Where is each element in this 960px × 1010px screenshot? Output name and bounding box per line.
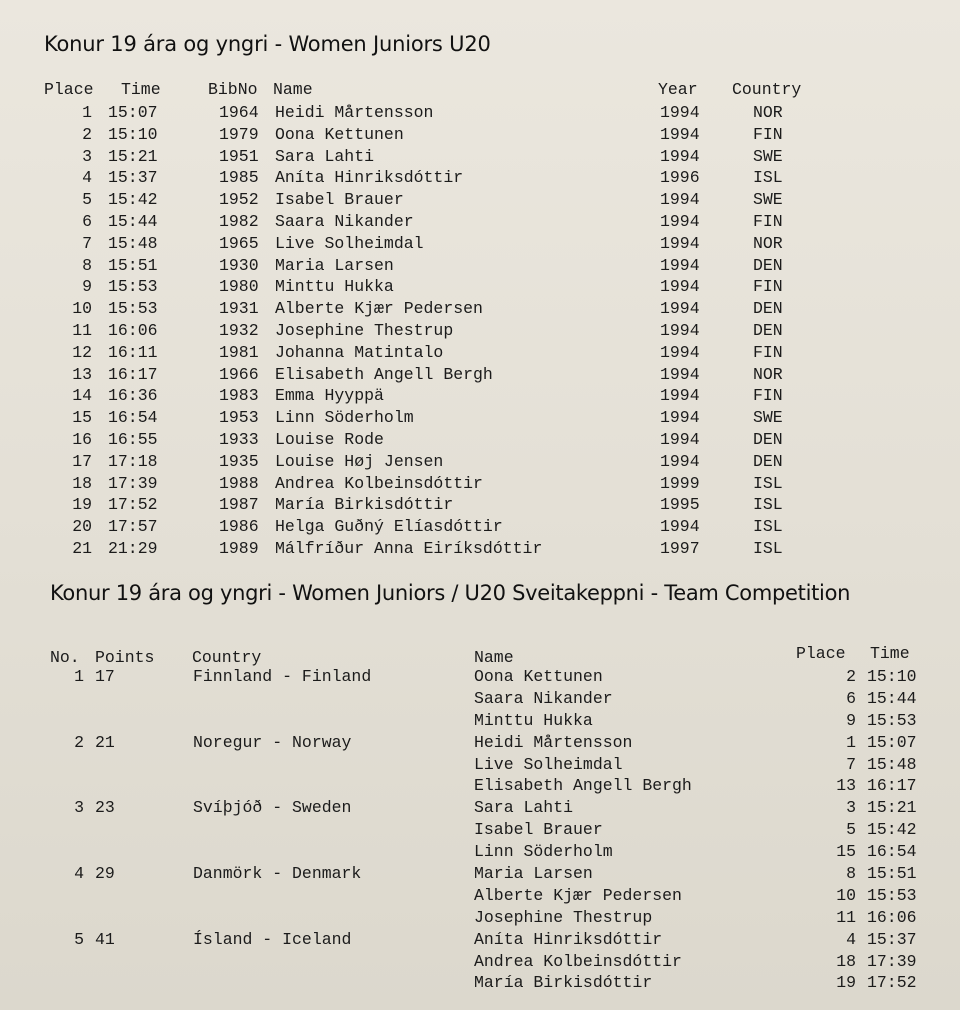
team-member-row	[0, 930, 960, 952]
table-row	[0, 125, 960, 147]
country-cell: FIN	[753, 124, 783, 144]
member-place-cell: 3	[846, 798, 856, 818]
team-country-cell: Noregur - Norway	[193, 732, 352, 752]
table-row	[0, 147, 960, 169]
member-place-cell: 10	[836, 885, 856, 905]
member-place-cell: 4	[846, 929, 856, 949]
header-team-name: Name	[474, 648, 514, 667]
team-results-title: Konur 19 ára og yngri - Women Juniors / U20 Sveitakeppni - Team Competition	[50, 581, 851, 605]
name-cell: Johanna Matintalo	[275, 342, 444, 362]
table-row	[0, 474, 960, 496]
time-cell: 17:57	[108, 517, 158, 537]
bib-cell: 1982	[219, 211, 259, 231]
member-name-cell: Aníta Hinriksdóttir	[474, 929, 663, 949]
bib-cell: 1931	[219, 299, 259, 319]
bib-cell: 1932	[219, 320, 259, 340]
name-cell: Andrea Kolbeinsdóttir	[275, 473, 483, 493]
time-cell: 16:06	[108, 320, 158, 340]
member-name-cell: Saara Nikander	[474, 688, 613, 708]
place-cell: 18	[72, 473, 92, 493]
member-name-cell: Andrea Kolbeinsdóttir	[474, 951, 682, 971]
team-block	[0, 930, 960, 996]
member-place-cell: 7	[846, 754, 856, 774]
name-cell: Minttu Hukka	[275, 277, 394, 297]
country-cell: NOR	[753, 233, 783, 253]
bib-cell: 1979	[219, 124, 259, 144]
table-row	[0, 190, 960, 212]
member-name-cell: María Birkisdóttir	[474, 973, 653, 993]
place-cell: 5	[82, 190, 92, 210]
year-cell: 1995	[660, 495, 700, 515]
member-name-cell: Elisabeth Angell Bergh	[474, 776, 692, 796]
country-cell: DEN	[753, 451, 783, 471]
header-team-time: Time	[870, 644, 910, 663]
place-cell: 16	[72, 429, 92, 449]
header-country: Country	[732, 80, 802, 99]
member-name-cell: Sara Lahti	[474, 798, 574, 818]
country-cell: ISL	[753, 538, 783, 558]
bib-cell: 1952	[219, 190, 259, 210]
year-cell: 1994	[660, 299, 700, 319]
year-cell: 1996	[660, 168, 700, 188]
team-member-row	[0, 952, 960, 974]
member-name-cell: Heidi Mårtensson	[474, 732, 633, 752]
member-name-cell: Live Solheimdal	[474, 754, 623, 774]
country-cell: DEN	[753, 255, 783, 275]
place-cell: 12	[72, 342, 92, 362]
team-block	[0, 733, 960, 799]
year-cell: 1994	[660, 429, 700, 449]
member-time-cell: 15:42	[867, 820, 917, 840]
time-cell: 15:44	[108, 211, 158, 231]
member-name-cell: Josephine Thestrup	[474, 907, 653, 927]
member-name-cell: Isabel Brauer	[474, 820, 603, 840]
time-cell: 15:10	[108, 124, 158, 144]
member-time-cell: 15:44	[867, 688, 917, 708]
name-cell: Málfríður Anna Eiríksdóttir	[275, 538, 543, 558]
country-cell: DEN	[753, 429, 783, 449]
table-row	[0, 495, 960, 517]
time-cell: 17:18	[108, 451, 158, 471]
place-cell: 13	[72, 364, 92, 384]
table-row	[0, 386, 960, 408]
place-cell: 6	[82, 211, 92, 231]
member-place-cell: 8	[846, 864, 856, 884]
bib-cell: 1930	[219, 255, 259, 275]
year-cell: 1997	[660, 538, 700, 558]
year-cell: 1994	[660, 408, 700, 428]
name-cell: Louise Rode	[275, 429, 384, 449]
bib-cell: 1966	[219, 364, 259, 384]
bib-cell: 1987	[219, 495, 259, 515]
header-no: No.	[50, 648, 80, 667]
individual-results-title: Konur 19 ára og yngri - Women Juniors U20	[44, 32, 491, 56]
team-country-cell: Ísland - Iceland	[193, 929, 352, 949]
team-country-cell: Svíþjóð - Sweden	[193, 798, 352, 818]
country-cell: FIN	[753, 342, 783, 362]
place-cell: 21	[72, 538, 92, 558]
member-place-cell: 19	[836, 973, 856, 993]
time-cell: 15:21	[108, 146, 158, 166]
team-number-cell: 4	[74, 864, 84, 884]
place-cell: 11	[72, 320, 92, 340]
header-team-country: Country	[192, 648, 262, 667]
team-member-row	[0, 973, 960, 995]
place-cell: 8	[82, 255, 92, 275]
team-block	[0, 798, 960, 864]
country-cell: SWE	[753, 146, 783, 166]
country-cell: NOR	[753, 364, 783, 384]
place-cell: 3	[82, 146, 92, 166]
country-cell: SWE	[753, 408, 783, 428]
year-cell: 1994	[660, 103, 700, 122]
header-points: Points	[95, 648, 155, 667]
member-place-cell: 15	[836, 842, 856, 862]
team-member-row	[0, 733, 960, 755]
individual-table-header	[0, 80, 960, 102]
member-place-cell: 6	[846, 688, 856, 708]
table-row	[0, 321, 960, 343]
year-cell: 1994	[660, 146, 700, 166]
time-cell: 16:11	[108, 342, 158, 362]
time-cell: 16:36	[108, 386, 158, 406]
bib-cell: 1986	[219, 517, 259, 537]
team-member-row	[0, 776, 960, 798]
name-cell: Elisabeth Angell Bergh	[275, 364, 493, 384]
time-cell: 15:07	[108, 103, 158, 122]
table-row	[0, 299, 960, 321]
individual-results-table	[0, 103, 960, 561]
member-name-cell: Linn Söderholm	[474, 842, 613, 862]
member-place-cell: 11	[836, 907, 856, 927]
time-cell: 17:52	[108, 495, 158, 515]
place-cell: 19	[72, 495, 92, 515]
time-cell: 16:54	[108, 408, 158, 428]
member-place-cell: 1	[846, 732, 856, 752]
year-cell: 1994	[660, 517, 700, 537]
member-place-cell: 18	[836, 951, 856, 971]
country-cell: ISL	[753, 168, 783, 188]
table-row	[0, 517, 960, 539]
bib-cell: 1965	[219, 233, 259, 253]
name-cell: Heidi Mårtensson	[275, 103, 434, 122]
member-time-cell: 15:07	[867, 732, 917, 752]
table-row	[0, 277, 960, 299]
bib-cell: 1983	[219, 386, 259, 406]
member-time-cell: 15:48	[867, 754, 917, 774]
year-cell: 1994	[660, 277, 700, 297]
name-cell: Saara Nikander	[275, 211, 414, 231]
team-block	[0, 864, 960, 930]
year-cell: 1994	[660, 386, 700, 406]
country-cell: DEN	[753, 299, 783, 319]
name-cell: Linn Söderholm	[275, 408, 414, 428]
member-name-cell: Oona Kettunen	[474, 667, 603, 686]
team-member-row	[0, 689, 960, 711]
year-cell: 1994	[660, 342, 700, 362]
name-cell: Maria Larsen	[275, 255, 394, 275]
team-member-row	[0, 711, 960, 733]
name-cell: Josephine Thestrup	[275, 320, 454, 340]
country-cell: FIN	[753, 277, 783, 297]
team-member-row	[0, 886, 960, 908]
table-row	[0, 430, 960, 452]
name-cell: Live Solheimdal	[275, 233, 424, 253]
name-cell: Aníta Hinriksdóttir	[275, 168, 464, 188]
time-cell: 15:42	[108, 190, 158, 210]
table-row	[0, 212, 960, 234]
bib-cell: 1951	[219, 146, 259, 166]
year-cell: 1994	[660, 211, 700, 231]
time-cell: 15:53	[108, 277, 158, 297]
year-cell: 1994	[660, 320, 700, 340]
bib-cell: 1964	[219, 103, 259, 122]
place-cell: 7	[82, 233, 92, 253]
team-number-cell: 1	[74, 667, 84, 686]
header-time: Time	[121, 80, 161, 99]
team-country-cell: Danmörk - Denmark	[193, 864, 362, 884]
name-cell: Emma Hyyppä	[275, 386, 384, 406]
year-cell: 1994	[660, 190, 700, 210]
team-number-cell: 5	[74, 929, 84, 949]
time-cell: 15:53	[108, 299, 158, 319]
name-cell: María Birkisdóttir	[275, 495, 454, 515]
team-points-cell: 21	[95, 732, 115, 752]
year-cell: 1999	[660, 473, 700, 493]
team-member-row	[0, 842, 960, 864]
team-block	[0, 667, 960, 733]
year-cell: 1994	[660, 364, 700, 384]
member-time-cell: 15:53	[867, 710, 917, 730]
country-cell: FIN	[753, 211, 783, 231]
member-name-cell: Alberte Kjær Pedersen	[474, 885, 682, 905]
member-time-cell: 16:17	[867, 776, 917, 796]
table-row	[0, 539, 960, 561]
country-cell: DEN	[753, 320, 783, 340]
header-year: Year	[658, 80, 698, 99]
country-cell: ISL	[753, 495, 783, 515]
name-cell: Isabel Brauer	[275, 190, 404, 210]
table-row	[0, 365, 960, 387]
name-cell: Oona Kettunen	[275, 124, 404, 144]
bib-cell: 1980	[219, 277, 259, 297]
team-member-row	[0, 908, 960, 930]
team-results-table	[0, 667, 960, 995]
table-row	[0, 408, 960, 430]
team-number-cell: 2	[74, 732, 84, 752]
team-points-cell: 41	[95, 929, 115, 949]
team-member-row	[0, 798, 960, 820]
header-bibno: BibNo	[208, 80, 258, 99]
country-cell: ISL	[753, 473, 783, 493]
member-time-cell: 15:51	[867, 864, 917, 884]
time-cell: 15:51	[108, 255, 158, 275]
table-row	[0, 256, 960, 278]
member-time-cell: 15:37	[867, 929, 917, 949]
bib-cell: 1981	[219, 342, 259, 362]
time-cell: 15:48	[108, 233, 158, 253]
member-place-cell: 9	[846, 710, 856, 730]
time-cell: 16:17	[108, 364, 158, 384]
country-cell: FIN	[753, 386, 783, 406]
member-place-cell: 2	[846, 667, 856, 686]
place-cell: 2	[82, 124, 92, 144]
country-cell: NOR	[753, 103, 783, 122]
year-cell: 1994	[660, 451, 700, 471]
bib-cell: 1988	[219, 473, 259, 493]
header-name: Name	[273, 80, 313, 99]
table-row	[0, 452, 960, 474]
member-name-cell: Maria Larsen	[474, 864, 593, 884]
place-cell: 20	[72, 517, 92, 537]
time-cell: 17:39	[108, 473, 158, 493]
team-points-cell: 29	[95, 864, 115, 884]
member-time-cell: 15:53	[867, 885, 917, 905]
year-cell: 1994	[660, 124, 700, 144]
time-cell: 15:37	[108, 168, 158, 188]
member-time-cell: 17:52	[867, 973, 917, 993]
place-cell: 15	[72, 408, 92, 428]
member-place-cell: 13	[836, 776, 856, 796]
team-number-cell: 3	[74, 798, 84, 818]
place-cell: 1	[82, 103, 92, 122]
bib-cell: 1933	[219, 429, 259, 449]
place-cell: 14	[72, 386, 92, 406]
team-points-cell: 23	[95, 798, 115, 818]
team-member-row	[0, 864, 960, 886]
team-points-cell: 17	[95, 667, 115, 686]
name-cell: Alberte Kjær Pedersen	[275, 299, 483, 319]
place-cell: 17	[72, 451, 92, 471]
time-cell: 16:55	[108, 429, 158, 449]
bib-cell: 1989	[219, 538, 259, 558]
member-time-cell: 16:06	[867, 907, 917, 927]
header-place: Place	[44, 80, 94, 99]
place-cell: 9	[82, 277, 92, 297]
team-country-cell: Finnland - Finland	[193, 667, 372, 686]
name-cell: Louise Høj Jensen	[275, 451, 444, 471]
name-cell: Sara Lahti	[275, 146, 375, 166]
bib-cell: 1935	[219, 451, 259, 471]
bib-cell: 1985	[219, 168, 259, 188]
team-member-row	[0, 755, 960, 777]
time-cell: 21:29	[108, 538, 158, 558]
year-cell: 1994	[660, 255, 700, 275]
table-row	[0, 234, 960, 256]
team-member-row	[0, 667, 960, 689]
country-cell: SWE	[753, 190, 783, 210]
member-place-cell: 5	[846, 820, 856, 840]
member-time-cell: 16:54	[867, 842, 917, 862]
bib-cell: 1953	[219, 408, 259, 428]
team-member-row	[0, 820, 960, 842]
name-cell: Helga Guðný Elíasdóttir	[275, 517, 503, 537]
header-team-place: Place	[796, 644, 846, 663]
member-time-cell: 17:39	[867, 951, 917, 971]
table-row	[0, 103, 960, 125]
country-cell: ISL	[753, 517, 783, 537]
member-time-cell: 15:10	[867, 667, 917, 686]
member-name-cell: Minttu Hukka	[474, 710, 593, 730]
table-row	[0, 343, 960, 365]
table-row	[0, 168, 960, 190]
place-cell: 10	[72, 299, 92, 319]
member-time-cell: 15:21	[867, 798, 917, 818]
year-cell: 1994	[660, 233, 700, 253]
place-cell: 4	[82, 168, 92, 188]
